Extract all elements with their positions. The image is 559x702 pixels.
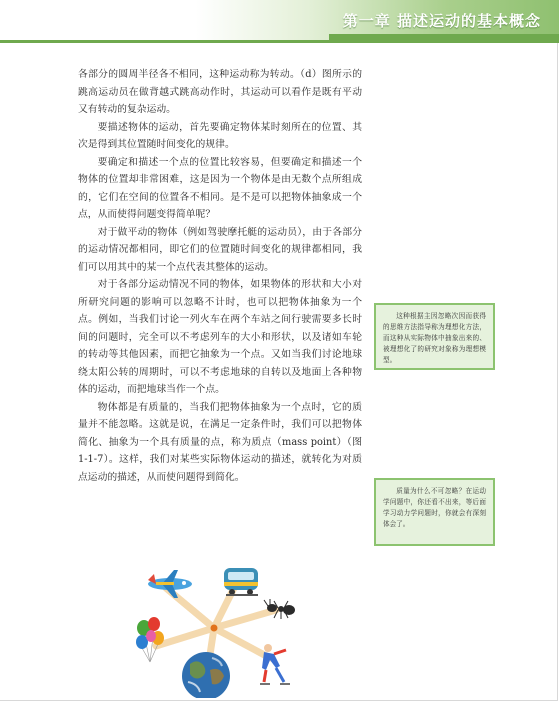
paragraph: 各部分的圆周半径各不相同，这种运动称为转动。（d）图所示的跳高运动员在做背越式跳高动作时，其运动可以看作是既有平动又有转动的复杂运动。 <box>78 69 362 115</box>
ant-icon <box>264 599 295 619</box>
side-note-text: 质量为什么不可忽略？在运动学问题中，你还看不出来，等后面学习动力学问题时，你就会有深刻体会了。 <box>383 487 486 528</box>
paragraph: 物体都是有质量的，当我们把物体抽象为一个点时，它的质量并不能忽略。这就是说，在满足一定条件时，我们可以把物体简化、抽象为一个具有质量的点，称为质点（mass point）（图 1-1-7）。这样，我们对某些实际物体运动的描述，就转化为对质点运动的描述，从而使问题得到简化。 <box>78 401 362 483</box>
chapter-header <box>0 0 559 43</box>
body-text <box>78 66 362 486</box>
mass-point-dot <box>211 625 218 632</box>
skater-icon <box>260 644 290 684</box>
side-note-mass <box>374 478 495 546</box>
paragraph: 要描述物体的运动，首先要确定物体某时刻所在的位置、其次是得到其位置随时间变化的规律。 <box>78 121 362 150</box>
paragraph: 对于做平动的物体（例如驾驶摩托艇的运动员），由于各部分的运动情况都相同，即它们的位置随时间变化的规律都相同，我们可以用其中的某一个点代表其整体的运动。 <box>78 226 362 273</box>
earth-icon <box>182 652 230 698</box>
train-icon <box>224 568 258 596</box>
paragraph: 要确定和描述一个点的位置比较容易，但要确定和描述一个物体的位置却非常困难，这是因为一个物体是由无数个点所组成的，它们在空间的位置各不相同。是不是可以把物体抽象成一个点，从而使得问题变得简单呢？ <box>78 156 362 220</box>
side-note-text: 这种根据主因忽略次因而获得的思维方法指导称为理想化方法，而这种从实际物体中抽象出来的、被理想化了的研究对象称为理想模型。 <box>383 312 486 364</box>
chapter-title: 第一章 描述运动的基本概念 <box>342 12 541 30</box>
balloons-icon <box>136 617 164 662</box>
paragraph: 对于各部分运动情况不同的物体，如果物体的形状和大小对所研究问题的影响可以忽略不计时，也可以把物体抽象为一个点。例如，当我们讨论一列火车在两个车站之间行驶需要多长时间的问题时，完全可以不考虑列车的大小和形状，以及诸如车轮的转动等其他因素，而把它抽象为一个点。又如当我们讨论地球绕太阳公转的周期时，可以不考虑地球的自转以及地面上各种物体的运动，而把地球当作一个点。 <box>78 279 362 395</box>
mass-point-figure <box>128 558 308 698</box>
side-note-ideal-model <box>374 303 495 370</box>
header-accent-bar <box>329 34 559 40</box>
